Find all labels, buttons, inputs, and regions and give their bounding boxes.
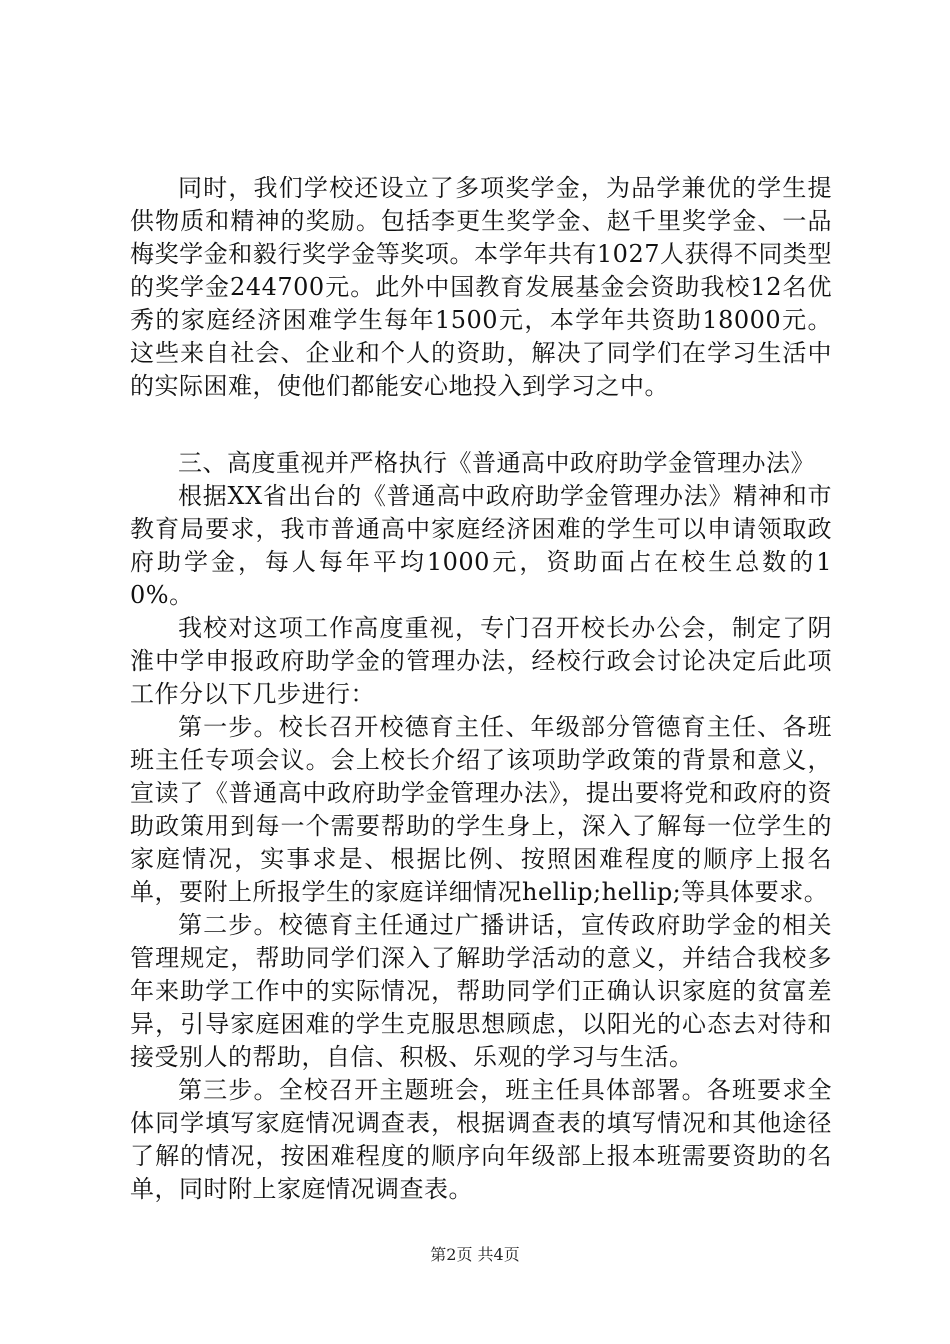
page-number-footer: 第2页 共4页 (430, 1245, 520, 1264)
paragraph-step-three: 第三步。全校召开主题班会，班主任具体部署。各班要求全体同学填写家庭情况调查表，根据调查表的填写情况和其他途径了解的情况，按困难程度的顺序向年级部上报本班需要资助的名单，同时附上家庭情况调查表。 (130, 1076, 832, 1203)
paragraph-step-two: 第二步。校德育主任通过广播讲话，宣传政府助学金的相关管理规定，帮助同学们深入了解助学活动的意义，并结合我校多年来助学工作中的实际情况，帮助同学们正确认识家庭的贫富差异，引导家庭困难的学生克服思想顾虑，以阳光的心态去对待和接受别人的帮助，自信、积极、乐观的学习与生活。 (130, 911, 832, 1071)
paragraph-policy: 根据XX省出台的《普通高中政府助学金管理办法》精神和市教育局要求，我市普通高中家庭经济困难的学生可以申请领取政府助学金，每人每年平均1000元，资助面占在校生总数的10%。 (130, 482, 832, 609)
section-heading: 三、高度重视并严格执行《普通高中政府助学金管理办法》 (178, 449, 815, 477)
paragraph-step-one: 第一步。校长召开校德育主任、年级部分管德育主任、各班班主任专项会议。会上校长介绍了该项助学政策的背景和意义，宣读了《普通高中政府助学金管理办法》，提出要将党和政府的资助政策用到每一个需要帮助的学生身上，深入了解每一位学生的家庭情况，实事求是、根据比例、按照困难程度的顺序上报名单，要附上所报学生的家庭详细情况hellip;hellip;等具体要求。 (130, 713, 832, 906)
paragraph-scholarships: 同时，我们学校还设立了多项奖学金，为品学兼优的学生提供物质和精神的奖励。包括李更生奖学金、赵千里奖学金、一品梅奖学金和毅行奖学金等奖项。本学年共有1027人获得不同类型的奖学金244700元。此外中国教育发展基金会资助我校12名优秀的家庭经济困难学生每年1500元，本学年共资助18000元。这些来自社会、企业和个人的资助，解决了同学们在学习生活中的实际困难，使他们都能安心地投入到学习之中。 (130, 174, 832, 400)
document-body (130, 172, 832, 1206)
paragraph-school-response: 我校对这项工作高度重视，专门召开校长办公会，制定了阴淮中学申报政府助学金的管理办法，经校行政会讨论决定后此项工作分以下几步进行： (130, 614, 832, 708)
